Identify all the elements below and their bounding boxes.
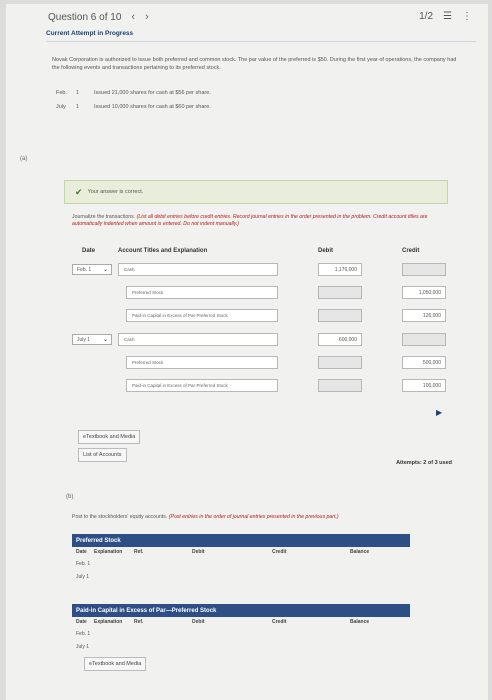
ledger-debit-header: Debit [192,549,205,555]
ledger-preferred-stock [72,534,410,584]
account-input[interactable]: Cash [118,263,278,276]
date-select[interactable] [72,264,112,275]
journal-instructions [72,214,452,228]
part-a-label: (a) [20,156,28,162]
play-icon[interactable]: ▶ [436,408,443,417]
etextbook-button[interactable]: eTextbook and Media [84,657,146,671]
question-label: Question 6 of 10 [48,11,122,23]
instructions-text: Journalize the transactions. [72,214,136,220]
date-value: July 1 [77,336,91,343]
ledger-row [72,558,410,571]
checkmark-icon: ✔ [75,186,83,197]
debit-input[interactable] [318,356,362,369]
account-input[interactable]: Cash [118,333,278,346]
debit-input[interactable] [318,379,362,392]
ledger-ref-header: Ref. [134,549,144,555]
ledger-ref-header: Ref. [134,619,144,625]
ledger-row-date: July 1 [76,574,90,580]
posting-instructions [72,514,452,520]
more-icon[interactable]: ⋮ [462,11,472,22]
account-input[interactable]: Preferred Stock [126,286,278,299]
list-of-accounts-button[interactable]: List of Accounts [78,448,127,462]
event-text: Issued 10,000 shares for cash at $60 per share. [94,104,211,110]
ledger-balance-header: Balance [350,549,370,555]
event-month: July [56,104,66,110]
credit-input[interactable] [402,263,446,276]
account-input[interactable]: Preferred Stock [126,356,278,369]
debit-input[interactable] [318,309,362,322]
ledger-title: Preferred Stock [72,534,410,547]
page [6,4,488,700]
correct-banner [64,180,448,204]
date-value: Feb. 1 [77,266,92,273]
problem-text: Novak Corporation is authorized to issue both preferred and common stock. The par value of the preferred is $50. During the first year of operations, the company had the following events and transactions pertaining to its preferred stock. [52,57,457,71]
account-header: Account Titles and Explanation [118,248,208,254]
ledger-row-date: Feb. 1 [76,631,91,637]
account-input[interactable]: Paid-in Capital in Excess of Par-Preferred Stock [126,309,278,322]
events-list [56,90,211,118]
chevron-down-icon: ⌄ [102,337,108,343]
credit-header: Credit [402,248,420,254]
event-row [56,90,211,104]
account-input[interactable]: Paid-in Capital in Excess of Par-Preferred Stock [126,379,278,392]
ledger-explanation-header: Explanation [94,549,123,555]
ledger-header-row [72,547,410,558]
event-day: 1 [76,104,80,110]
menu-icon[interactable]: ☰ [443,11,452,22]
part-b-label: (b) [66,494,74,500]
ledger-row-date: Feb. 1 [76,561,91,567]
ledger-credit-header: Credit [272,619,287,625]
etextbook-button[interactable]: eTextbook and Media [78,430,140,444]
ledger-row [72,571,410,584]
prev-question-button[interactable]: ‹ [131,11,136,23]
debit-input[interactable]: 600,000 [318,333,362,346]
credit-input[interactable]: 1,050,000 [402,286,446,299]
ledger-explanation-header: Explanation [94,619,123,625]
attempts-counter: Attempts: 2 of 3 used [396,460,452,466]
event-day: 1 [76,90,80,96]
debit-header: Debit [318,248,333,254]
ledger-row [72,628,410,641]
ledger-balance-header: Balance [350,619,370,625]
instructions-note: (List all debit entries before credit entries. Record journal entries in the order presented in the problem. Credit account titles are automatically indented when amount is entered. Do not indent manually.) [72,214,428,227]
attempt-banner: Current Attempt in Progress [46,30,476,42]
ledger-debit-header: Debit [192,619,205,625]
debit-input[interactable] [318,286,362,299]
ledger-date-header: Date [76,549,87,555]
posting-text: Post to the stockholders' equity accounts. [72,514,168,520]
credit-input[interactable]: 500,000 [402,356,446,369]
next-question-button[interactable]: › [145,11,149,23]
ledger-title: Paid-in Capital in Excess of Par—Preferred Stock [72,604,410,617]
ledger-date-header: Date [76,619,87,625]
credit-input[interactable]: 100,000 [402,379,446,392]
date-select[interactable] [72,334,112,345]
chevron-down-icon: ⌄ [102,267,108,273]
page-count: 1/2 [419,11,434,22]
ledger-row [72,641,410,654]
ledger-paid-in-capital [72,604,410,667]
debit-input[interactable]: 1,176,000 [318,263,362,276]
credit-input[interactable] [402,333,446,346]
part-a-resources [78,430,140,466]
event-text: Issued 21,000 shares for cash at $56 per share. [94,90,211,96]
event-month: Feb. [56,90,68,96]
ledger-credit-header: Credit [272,549,287,555]
ledger-footer [72,654,410,667]
top-bar [6,4,488,30]
posting-note: (Post entries in the order of journal entries presented in the previous part.) [168,514,339,520]
correct-message: Your answer is correct. [87,189,144,195]
credit-input[interactable]: 126,000 [402,309,446,322]
ledger-header-row [72,617,410,628]
date-header: Date [82,248,96,254]
ledger-row-date: July 1 [76,644,90,650]
event-row [56,104,211,118]
